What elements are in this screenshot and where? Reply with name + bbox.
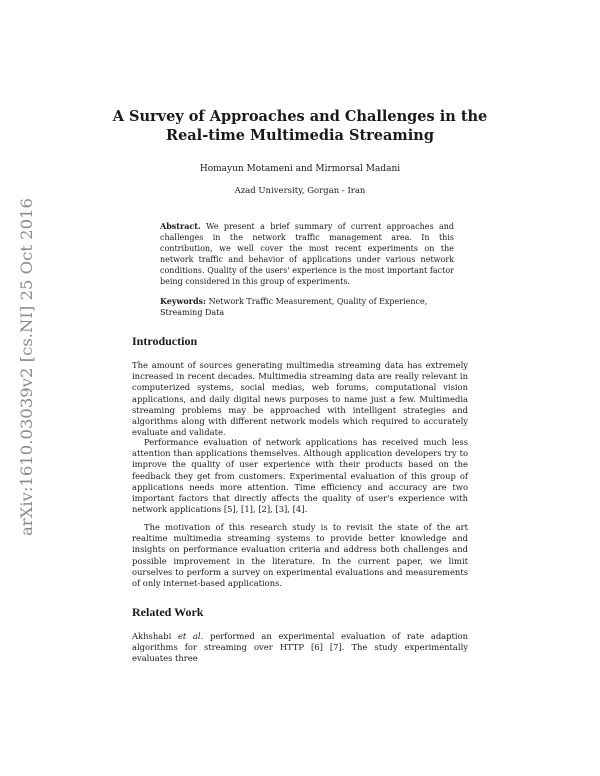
abstract-text: We present a brief summary of current approaches and challenges in the network traffic management area. In this contribution, we well cover the most recent experiments on the network traffic and behavior of applications under various network conditions. Quality of the users' experience is the most important factor being considered in this group of experiments. bbox=[160, 222, 454, 286]
affiliation: Azad University, Gorgan - Iran bbox=[234, 186, 366, 196]
section-heading-related-work: Related Work bbox=[132, 605, 204, 619]
arxiv-stamp-text: arXiv:1610.03039v2 [cs.NI] 25 Oct 2016 bbox=[18, 217, 36, 536]
related-work-author: Akhshabi bbox=[132, 631, 172, 641]
intro-paragraph-2: Performance evaluation of network applications has received much less attention than applications themselves. Although application developers try to improve the quality of user experience with their products based on the feedback they get from customers. Experimental evaluation of this group of applications needs more attention. Time efficiency and accuracy are two important factors that directly affects the quality of user's experience with network applications [5], [1], [2], [3], [4]. bbox=[132, 437, 468, 515]
keywords bbox=[160, 296, 454, 318]
title-line-1: A Survey of Approaches and Challenges in the bbox=[112, 108, 488, 125]
title-line-2: Real-time Multimedia Streaming bbox=[166, 127, 434, 144]
abstract-label: Abstract. bbox=[160, 221, 201, 231]
intro-paragraph-3: The motivation of this research study is to revisit the state of the art realtime multimedia streaming systems to provide better knowledge and insights on performance evaluation criteria and address both challenges and possible improvement in the literature. In the current paper, we limit ourselves to perform a survey on experimental evaluations and measurements of only internet-based applications. bbox=[132, 522, 468, 589]
arxiv-identifier-stamp bbox=[17, 198, 37, 536]
related-work-text: performed an experimental evaluation of rate adaption algorithms for streaming over HTTP [6] [7]. The study experimentally evaluates three bbox=[132, 631, 469, 664]
related-work-etal: et al. bbox=[177, 631, 204, 641]
authors: Homayun Motameni and Mirmorsal Madani bbox=[199, 164, 401, 174]
related-work-paragraph-1 bbox=[132, 631, 468, 665]
abstract bbox=[160, 221, 454, 287]
keywords-text: Network Traffic Measurement, Quality of Experience, Streaming Data bbox=[160, 297, 428, 317]
intro-paragraph-1: The amount of sources generating multimedia streaming data has extremely increased in recent decades. Multimedia streaming data are really relevant in computerized systems, social medias, web forums, computational vision applications, and daily digital news purposes to name just a few. Multimedia streaming problems may be approached with intelligent strategies and algorithms along with different network models which required to accurately evaluate and validate. bbox=[132, 360, 468, 438]
keywords-label: Keywords: bbox=[160, 296, 207, 306]
section-heading-introduction: Introduction bbox=[132, 334, 198, 348]
paper-title bbox=[100, 107, 500, 145]
